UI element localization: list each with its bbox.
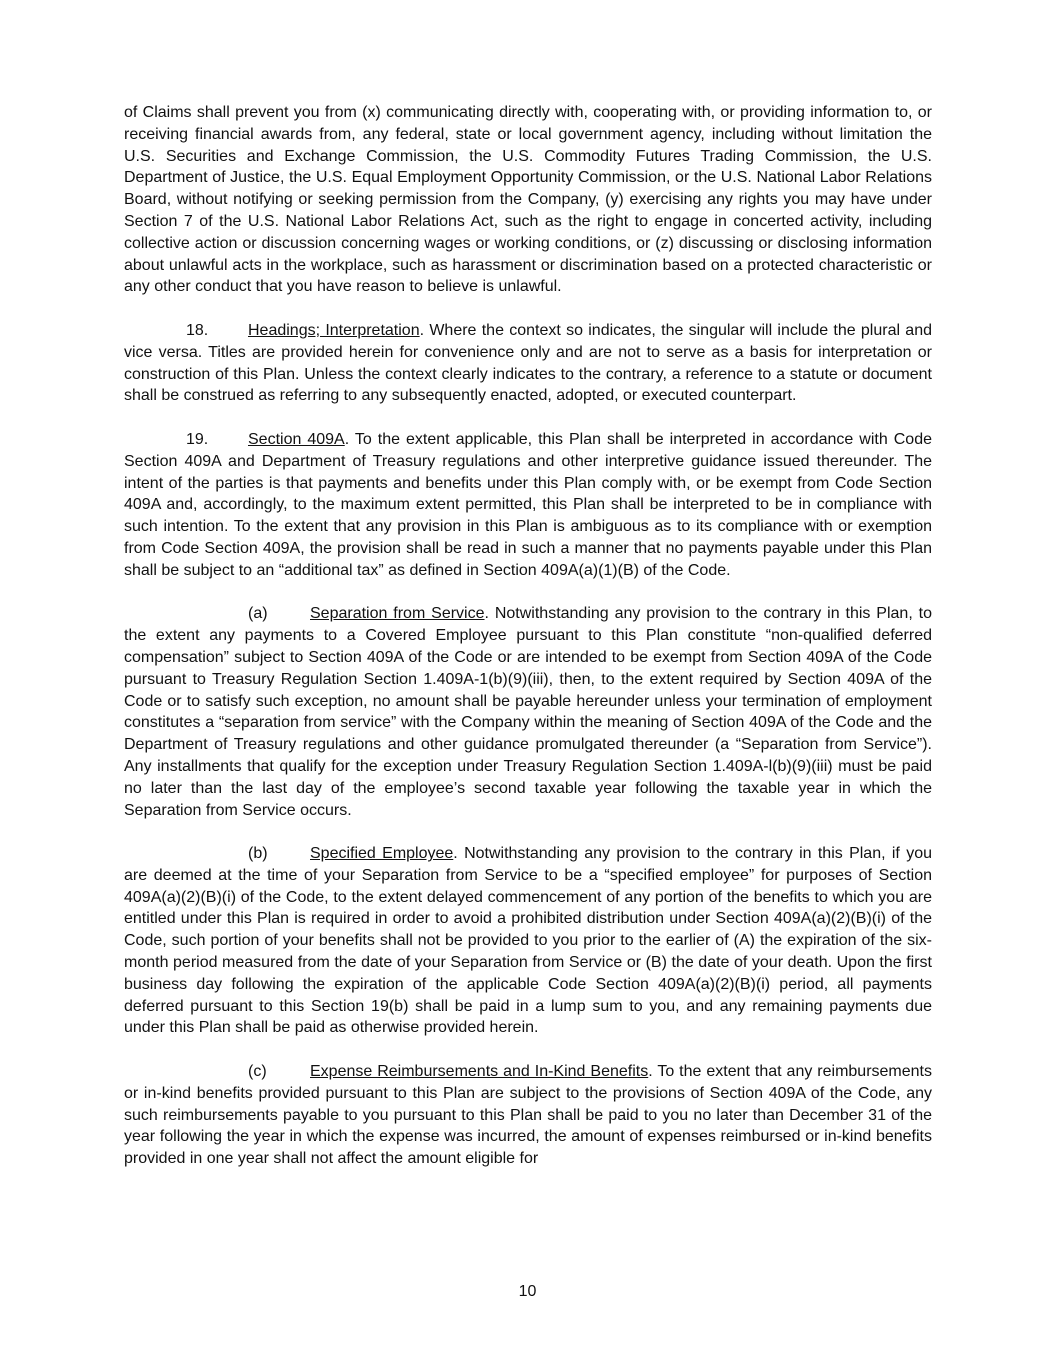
section-18-heading: Headings; Interpretation (248, 321, 420, 339)
section-19c-number: (c) (248, 1063, 267, 1081)
section-19b-heading: Specified Employee (310, 845, 454, 863)
section-19a-number: (a) (248, 605, 268, 623)
intro-paragraph (124, 102, 932, 298)
section-19-number: 19. (186, 430, 209, 448)
section-18-paragraph (124, 320, 932, 407)
section-19-paragraph (124, 429, 932, 582)
section-19c-heading: Expense Reimbursements and In-Kind Benefits (310, 1063, 649, 1081)
section-19-heading: Section 409A (248, 430, 345, 448)
section-19c-text: . To the extent that any reimbursements or in-kind benefits provided pursuant to this Plan are subject to the provisions of Section 409A of the Code, any such reimbursements payable to you pursuant to this Plan shall be paid to you no later than December 31 of the year following the year in which the expense was incurred, the amount of expenses reimbursed or in-kind benefits provided in one year shall not affect the amount eligible for (124, 1063, 932, 1168)
document-body (124, 102, 932, 1192)
page-number: 10 (518, 1283, 537, 1300)
section-19a-paragraph (124, 603, 932, 821)
section-19a-text: . Notwithstanding any provision to the contrary in this Plan, to the extent any payments to a Covered Employee pursuant to this Plan constitute “non-qualified deferred compensation” subject to Section 409A of the Code or are intended to be exempt from Section 409A of the Code pursuant to Treasury Regulation Section 1.409A-1(b)(9)(iii), then, to the extent required by Section 409A of the Code or to satisfy such exception, no amount shall be payable hereunder unless your termination of employment constitutes a “separation from service” with the Company within the meaning of Section 409A of the Code and the Department of Treasury regulations and other guidance promulgated thereunder (a “Separation from Service”). Any installments that qualify for the exception under Treasury Regulation Section 1.409A-l(b)(9)(iii) must be paid no later than the last day of the employee’s second taxable year following the taxable year in which the Separation from Service occurs. (124, 605, 932, 819)
intro-paragraph-text: of Claims shall prevent you from (x) communicating directly with, cooperating with, or providing information to, or receiving financial awards from, any federal, state or local government agency, including without limitation the U.S. Securities and Exchange Commission, the U.S. Commodity Futures Trading Commission, the U.S. Department of Justice, the U.S. Equal Employment Opportunity Commission, or the U.S. National Labor Relations Board, without notifying or seeking permission from the Company, (y) exercising any rights you may have under Section 7 of the U.S. National Labor Relations Act, such as the right to engage in concerted activity, including collective action or discussion concerning wages or working conditions, or (z) discussing or disclosing information about unlawful acts in the workplace, such as harassment or discrimination based on a protected characteristic or any other conduct that you have reason to believe is unlawful. (124, 104, 932, 296)
section-19b-number: (b) (248, 845, 268, 863)
section-19-text: . To the extent applicable, this Plan shall be interpreted in accordance with Code Section 409A and Department of Treasury regulations and other interpretive guidance issued thereunder. The intent of the parties is that payments and benefits under this Plan comply with, or be exempt from Code Section 409A and, accordingly, to the maximum extent permitted, this Plan shall be interpreted to be in compliance with such intention. To the extent that any provision in this Plan is ambiguous as to its compliance with or exemption from Code Section 409A, the provision shall be read in such a manner that no payments payable under this Plan shall be subject to an “additional tax” as defined in Section 409A(a)(1)(B) of the Code. (124, 430, 932, 579)
section-19a-heading: Separation from Service (310, 605, 485, 623)
section-18-number: 18. (186, 321, 209, 339)
section-19c-paragraph (124, 1061, 932, 1170)
section-18-text: . Where the context so indicates, the singular will include the plural and vice versa. Titles are provided herein for convenience only and are not to serve as a basis for interpretation or construction of this Plan. Unless the context clearly indicates to the contrary, a reference to a statute or document shall be construed as referring to any subsequently enacted, adopted, or executed counterpart. (124, 321, 933, 405)
section-19b-text: . Notwithstanding any provision to the contrary in this Plan, if you are deemed at the time of your Separation from Service to be a “specified employee” for purposes of Section 409A(a)(2)(B)(i) of the Code, to the extent delayed commencement of any portion of the benefits to which you are entitled under this Plan is required in order to avoid a prohibited distribution under Section 409A(a)(2)(B)(i) of the Code, such portion of your benefits shall not be provided to you prior to the earlier of (A) the expiration of the six-month period measured from the date of your Separation from Service or (B) the date of your death. Upon the first business day following the expiration of the applicable Code Section 409A(a)(2)(B)(i) period, all payments deferred pursuant to this Section 19(b) shall be paid in a lump sum to you, and any remaining payments due under this Plan shall be paid as otherwise provided herein. (124, 845, 932, 1037)
section-19b-paragraph (124, 843, 932, 1039)
